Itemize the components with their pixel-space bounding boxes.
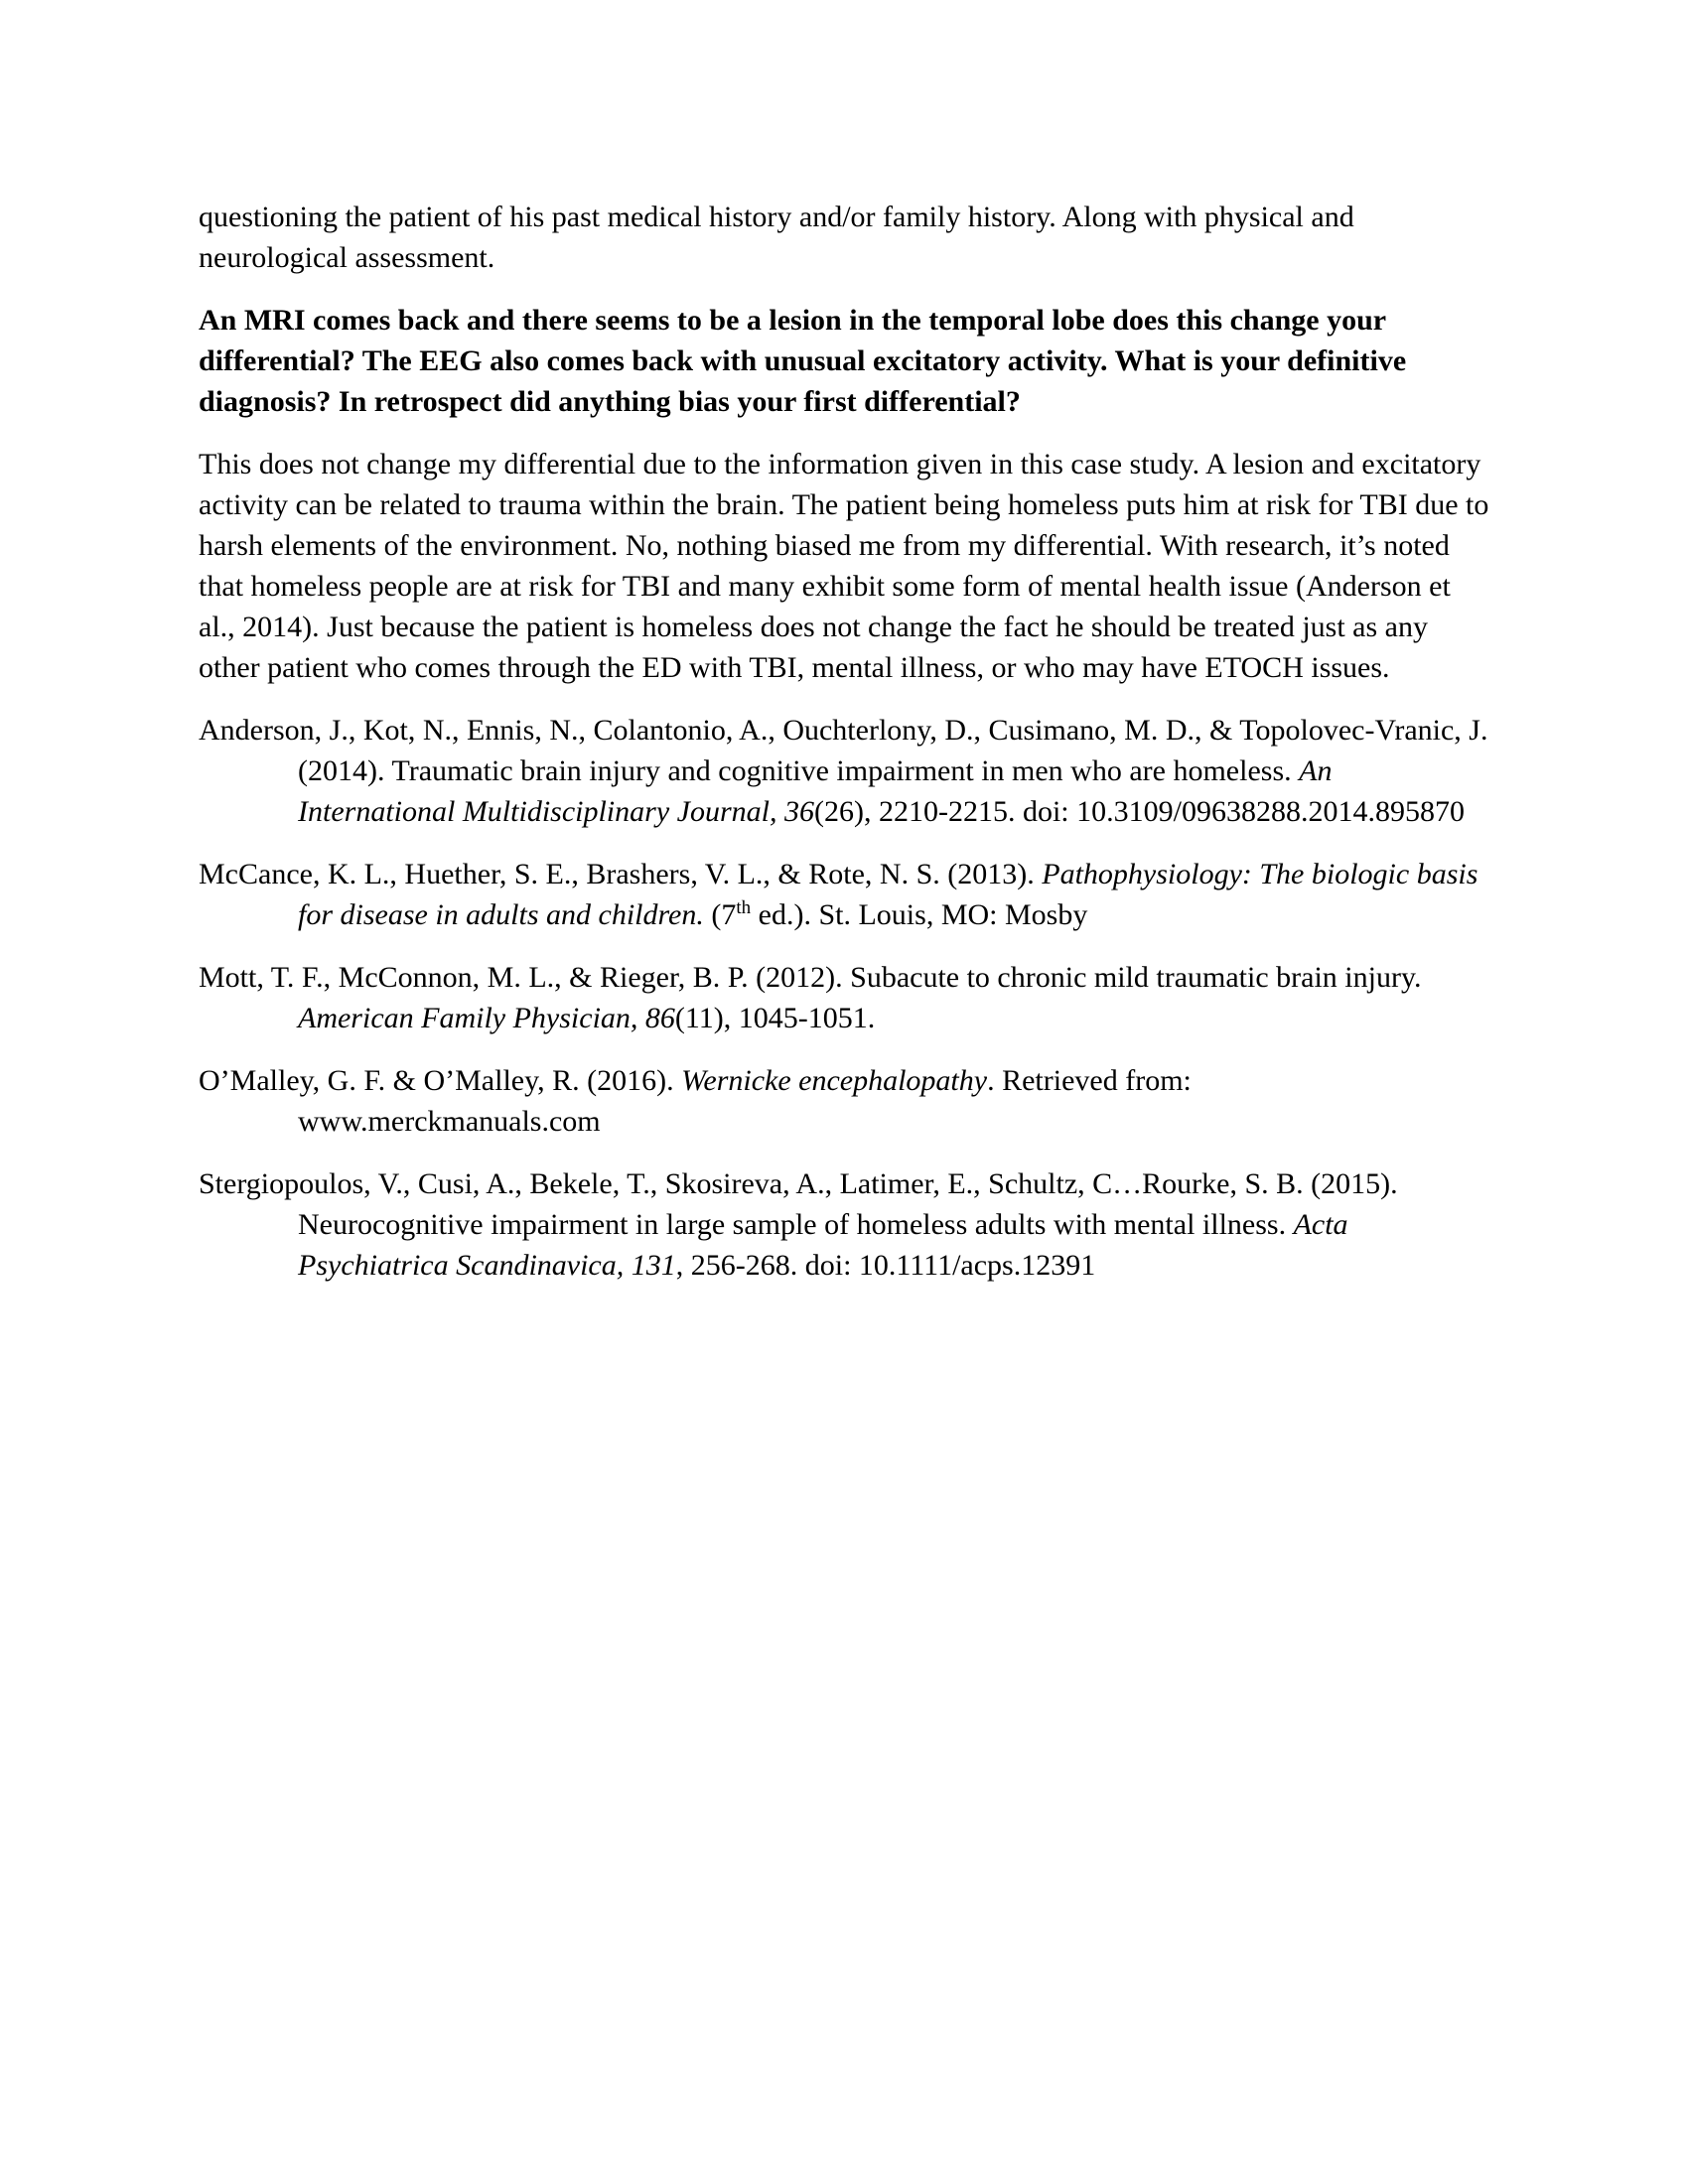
reference-authors: McCance, K. L., Huether, S. E., Brashers, V. L., & Rote, N. S. (2013). [199, 858, 1043, 890]
reference-title: Wernicke encephalopathy [681, 1064, 988, 1097]
reference-stergiopoulos [199, 1163, 1489, 1286]
answer-paragraph: This does not change my differential due to the information given in this case study. A lesion and excitatory activity can be related to trauma within the brain. The patient being homeless puts him at risk for TBI due to harsh elements of the environment. No, nothing biased me from my differential. With research, it’s noted that homeless people are at risk for TBI and many exhibit some form of mental health issue (Anderson et al., 2014). Just because the patient is homeless does not change the fact he should be treated just as any other patient who comes through the ED with TBI, mental illness, or who may have ETOCH issues. [199, 448, 1489, 684]
document-page [199, 197, 1489, 1286]
reference-mccance [199, 854, 1489, 935]
reference-authors: Stergiopoulos, V., Cusi, A., Bekele, T., Skosireva, A., Latimer, E., Schultz, C…Rourke, S. B. (2015). Neurocognitive impairment in large sample of homeless adults with mental illness. [199, 1167, 1398, 1241]
reference-edition-superscript: th [736, 897, 752, 918]
reference-authors: O’Malley, G. F. & O’Malley, R. (2016). [199, 1064, 682, 1097]
reference-details: . Retrieved from: www.merckmanuals.com [298, 1064, 1192, 1138]
reference-title: Pathophysiology: The biologic basis for disease in adults and children. [298, 858, 1478, 931]
continuation-paragraph: questioning the patient of his past medical history and/or family history. Along with physical and neurological assessment. [199, 201, 1354, 274]
reference-mott [199, 957, 1489, 1038]
reference-authors: Anderson, J., Kot, N., Ennis, N., Colantonio, A., Ouchterlony, D., Cusimano, M. D., & Topolovec-Vranic, J. (2014). Traumatic brain injury and cognitive impairment in men who are homeless. [199, 714, 1488, 787]
reference-omalley [199, 1060, 1489, 1142]
reference-details: (26), 2210-2215. doi: 10.3109/09638288.2014.895870 [813, 795, 1465, 828]
reference-anderson [199, 710, 1489, 832]
reference-list [199, 710, 1489, 1286]
reference-journal: An International Multidisciplinary Journal, 36 [298, 754, 1333, 828]
reference-edition: (7 [703, 898, 737, 931]
reference-journal: American Family Physician, 86 [298, 1002, 675, 1034]
reference-journal: Acta Psychiatrica Scandinavica, 131 [298, 1208, 1348, 1282]
reference-details: , 256-268. doi: 10.1111/acps.12391 [675, 1249, 1096, 1282]
reference-authors: Mott, T. F., McConnon, M. L., & Rieger, B. P. (2012). Subacute to chronic mild traumatic brain injury. [199, 961, 1422, 994]
reference-publisher: ed.). St. Louis, MO: Mosby [751, 898, 1088, 931]
reference-details: (11), 1045-1051. [674, 1002, 876, 1034]
question-paragraph: An MRI comes back and there seems to be a lesion in the temporal lobe does this change your differential? The EEG also comes back with unusual excitatory activity. What is your definitive diagnosis? In retrospect did anything bias your first differential? [199, 304, 1407, 418]
